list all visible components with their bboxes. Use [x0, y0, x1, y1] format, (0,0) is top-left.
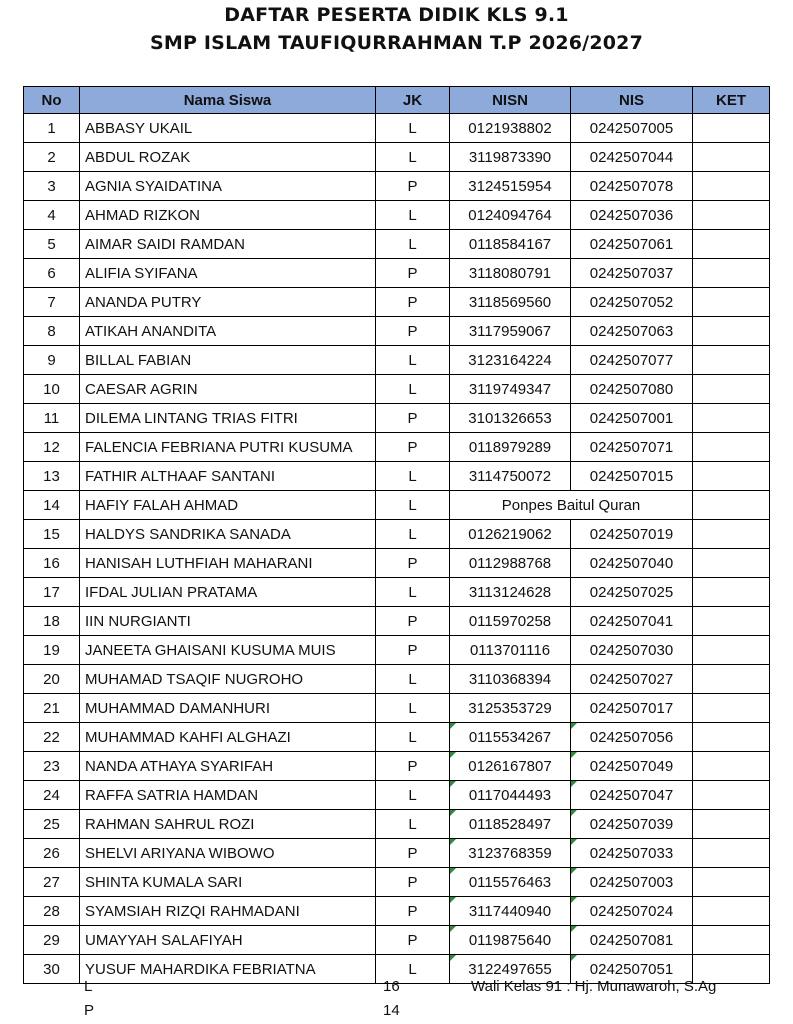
ket [693, 114, 770, 143]
nisn: 0119875640 [450, 926, 571, 955]
nisn: 0115576463 [450, 868, 571, 897]
ket [693, 607, 770, 636]
nisn: 0118584167 [450, 230, 571, 259]
nis: 0242507017 [571, 694, 693, 723]
nis: 0242507024 [571, 897, 693, 926]
row-no: 14 [24, 491, 80, 520]
header-ket: KET [693, 87, 770, 114]
nis: 0242507033 [571, 839, 693, 868]
row-no: 29 [24, 926, 80, 955]
gender: P [376, 752, 450, 781]
table-row [24, 462, 770, 491]
row-no: 5 [24, 230, 80, 259]
student-name: YUSUF MAHARDIKA FEBRIATNA [80, 955, 376, 984]
nis: 0242507044 [571, 143, 693, 172]
summary-l-count: 16 [383, 978, 400, 995]
nisn: 3123164224 [450, 346, 571, 375]
header-no: No [24, 87, 80, 114]
row-no: 19 [24, 636, 80, 665]
summary-p-count: 14 [383, 1002, 400, 1019]
nisn: 3114750072 [450, 462, 571, 491]
table-row [24, 868, 770, 897]
student-name: FATHIR ALTHAAF SANTANI [80, 462, 376, 491]
gender: L [376, 491, 450, 520]
student-name: AGNIA SYAIDATINA [80, 172, 376, 201]
student-name: UMAYYAH SALAFIYAH [80, 926, 376, 955]
nis: 0242507071 [571, 433, 693, 462]
student-name: FALENCIA FEBRIANA PUTRI KUSUMA [80, 433, 376, 462]
ket [693, 897, 770, 926]
gender: L [376, 201, 450, 230]
row-no: 15 [24, 520, 80, 549]
gender: L [376, 781, 450, 810]
summary-p-label: P [84, 1002, 95, 1019]
row-no: 13 [24, 462, 80, 491]
gender: L [376, 955, 450, 984]
row-no: 3 [24, 172, 80, 201]
student-name: HALDYS SANDRIKA SANADA [80, 520, 376, 549]
row-no: 4 [24, 201, 80, 230]
table-row [24, 897, 770, 926]
nis: 0242507056 [571, 723, 693, 752]
nisn: 0124094764 [450, 201, 571, 230]
table-row [24, 665, 770, 694]
student-name: SYAMSIAH RIZQI RAHMADANI [80, 897, 376, 926]
row-no: 8 [24, 317, 80, 346]
nisn: 3101326653 [450, 404, 571, 433]
row-no: 2 [24, 143, 80, 172]
row-no: 10 [24, 375, 80, 404]
gender: L [376, 230, 450, 259]
student-name: RAFFA SATRIA HAMDAN [80, 781, 376, 810]
ket [693, 665, 770, 694]
row-no: 21 [24, 694, 80, 723]
ket [693, 433, 770, 462]
student-name: BILLAL FABIAN [80, 346, 376, 375]
row-no: 22 [24, 723, 80, 752]
gender: L [376, 723, 450, 752]
table-row [24, 636, 770, 665]
nis: 0242507061 [571, 230, 693, 259]
document-subtitle: SMP ISLAM TAUFIQURRAHMAN T.P 2026/2027 [149, 32, 643, 54]
gender: P [376, 259, 450, 288]
summary-l-label: L [84, 978, 93, 995]
gender: L [376, 375, 450, 404]
gender: P [376, 288, 450, 317]
gender: L [376, 694, 450, 723]
ket [693, 404, 770, 433]
gender: L [376, 520, 450, 549]
nis: 0242507051 [571, 955, 693, 984]
nis: 0242507037 [571, 259, 693, 288]
student-name: HAFIY FALAH AHMAD [80, 491, 376, 520]
student-name: AHMAD RIZKON [80, 201, 376, 230]
nis: 0242507005 [571, 114, 693, 143]
nisn: 0113701116 [450, 636, 571, 665]
nisn: 3124515954 [450, 172, 571, 201]
nisn: 0118979289 [450, 433, 571, 462]
student-name: ABDUL ROZAK [80, 143, 376, 172]
gender: P [376, 839, 450, 868]
student-name: SHINTA KUMALA SARI [80, 868, 376, 897]
ket [693, 346, 770, 375]
student-name: MUHAMMAD DAMANHURI [80, 694, 376, 723]
ket [693, 781, 770, 810]
nis: 0242507019 [571, 520, 693, 549]
row-no: 28 [24, 897, 80, 926]
ket [693, 752, 770, 781]
gender: P [376, 549, 450, 578]
ket [693, 520, 770, 549]
nis: 0242507049 [571, 752, 693, 781]
table-row [24, 375, 770, 404]
nis: 0242507077 [571, 346, 693, 375]
gender: P [376, 172, 450, 201]
table-row [24, 723, 770, 752]
nisn: 3119873390 [450, 143, 571, 172]
table-row [24, 346, 770, 375]
table-row [24, 578, 770, 607]
ket [693, 810, 770, 839]
student-name: SHELVI ARIYANA WIBOWO [80, 839, 376, 868]
table-row [24, 230, 770, 259]
ket [693, 317, 770, 346]
table-row [24, 491, 770, 520]
nisn: 3110368394 [450, 665, 571, 694]
student-name: DILEMA LINTANG TRIAS FITRI [80, 404, 376, 433]
nis: 0242507041 [571, 607, 693, 636]
row-no: 1 [24, 114, 80, 143]
nis: 0242507036 [571, 201, 693, 230]
header-nisn: NISN [450, 87, 571, 114]
table-row [24, 781, 770, 810]
student-name: JANEETA GHAISANI KUSUMA MUIS [80, 636, 376, 665]
homeroom-teacher: Wali Kelas 91 : Hj. Munawaroh, S.Ag [471, 978, 717, 995]
gender: P [376, 404, 450, 433]
row-no: 27 [24, 868, 80, 897]
nis: 0242507078 [571, 172, 693, 201]
student-name: IFDAL JULIAN PRATAMA [80, 578, 376, 607]
nisn: 0126167807 [450, 752, 571, 781]
gender: L [376, 810, 450, 839]
nisn: 3113124628 [450, 578, 571, 607]
gender: P [376, 433, 450, 462]
gender: P [376, 868, 450, 897]
gender: L [376, 143, 450, 172]
nis: 0242507080 [571, 375, 693, 404]
document-title: DAFTAR PESERTA DIDIK KLS 9.1 [224, 4, 569, 26]
ket [693, 462, 770, 491]
table-row [24, 143, 770, 172]
nisn: 3119749347 [450, 375, 571, 404]
row-no: 6 [24, 259, 80, 288]
ket [693, 839, 770, 868]
row-no: 20 [24, 665, 80, 694]
table-row [24, 172, 770, 201]
table-row [24, 810, 770, 839]
table-row [24, 288, 770, 317]
ket [693, 143, 770, 172]
gender: P [376, 317, 450, 346]
nisn: 0126219062 [450, 520, 571, 549]
table-row [24, 201, 770, 230]
nis: 0242507030 [571, 636, 693, 665]
header-jk: JK [376, 87, 450, 114]
nisn: 0121938802 [450, 114, 571, 143]
nisn: 0118528497 [450, 810, 571, 839]
table-header-row [24, 87, 770, 114]
table-row [24, 926, 770, 955]
gender: P [376, 607, 450, 636]
table-row [24, 607, 770, 636]
gender: P [376, 897, 450, 926]
row-no: 18 [24, 607, 80, 636]
gender: L [376, 346, 450, 375]
row-no: 7 [24, 288, 80, 317]
row-no: 26 [24, 839, 80, 868]
table-row [24, 520, 770, 549]
nisn: 0115534267 [450, 723, 571, 752]
nisn: 3125353729 [450, 694, 571, 723]
nisn: 3118569560 [450, 288, 571, 317]
student-name: CAESAR AGRIN [80, 375, 376, 404]
row-no: 23 [24, 752, 80, 781]
ket [693, 868, 770, 897]
student-name: RAHMAN SAHRUL ROZI [80, 810, 376, 839]
nisn: 3122497655 [450, 955, 571, 984]
gender: L [376, 114, 450, 143]
ket [693, 578, 770, 607]
row-no: 16 [24, 549, 80, 578]
ket [693, 201, 770, 230]
ket [693, 723, 770, 752]
table-row [24, 114, 770, 143]
table-row [24, 259, 770, 288]
header-nama-siswa: Nama Siswa [80, 87, 376, 114]
ket [693, 172, 770, 201]
student-name: NANDA ATHAYA SYARIFAH [80, 752, 376, 781]
gender: L [376, 665, 450, 694]
nisn: 0115970258 [450, 607, 571, 636]
nisn: 3117959067 [450, 317, 571, 346]
ket [693, 375, 770, 404]
nis: 0242507003 [571, 868, 693, 897]
table-row [24, 549, 770, 578]
table-row [24, 404, 770, 433]
nis: 0242507052 [571, 288, 693, 317]
ket [693, 636, 770, 665]
row-no: 30 [24, 955, 80, 984]
student-name: ABBASY UKAIL [80, 114, 376, 143]
nis: 0242507063 [571, 317, 693, 346]
nisn: 3118080791 [450, 259, 571, 288]
nisn: 3123768359 [450, 839, 571, 868]
gender: P [376, 926, 450, 955]
row-no: 11 [24, 404, 80, 433]
student-name: IIN NURGIANTI [80, 607, 376, 636]
student-name: ALIFIA SYIFANA [80, 259, 376, 288]
student-name: ANANDA PUTRY [80, 288, 376, 317]
ket [693, 549, 770, 578]
nisn: 0112988768 [450, 549, 571, 578]
gender: L [376, 578, 450, 607]
gender: P [376, 636, 450, 665]
row-no: 24 [24, 781, 80, 810]
ket [693, 491, 770, 520]
ket [693, 230, 770, 259]
row-no: 9 [24, 346, 80, 375]
table-row [24, 317, 770, 346]
nisn: 3117440940 [450, 897, 571, 926]
nisn-nis-note: Ponpes Baitul Quran [450, 491, 693, 520]
student-name: MUHAMAD TSAQIF NUGROHO [80, 665, 376, 694]
student-name: ATIKAH ANANDITA [80, 317, 376, 346]
student-table [23, 86, 770, 984]
row-no: 12 [24, 433, 80, 462]
student-name: MUHAMMAD KAHFI ALGHAZI [80, 723, 376, 752]
table-row [24, 433, 770, 462]
row-no: 25 [24, 810, 80, 839]
ket [693, 926, 770, 955]
ket [693, 694, 770, 723]
nis: 0242507040 [571, 549, 693, 578]
nis: 0242507039 [571, 810, 693, 839]
ket [693, 288, 770, 317]
row-no: 17 [24, 578, 80, 607]
nis: 0242507001 [571, 404, 693, 433]
nis: 0242507015 [571, 462, 693, 491]
nis: 0242507025 [571, 578, 693, 607]
student-name: HANISAH LUTHFIAH MAHARANI [80, 549, 376, 578]
table-row [24, 839, 770, 868]
table-row [24, 694, 770, 723]
nis: 0242507047 [571, 781, 693, 810]
nisn: 0117044493 [450, 781, 571, 810]
student-name: AIMAR SAIDI RAMDAN [80, 230, 376, 259]
ket [693, 259, 770, 288]
gender: L [376, 462, 450, 491]
nis: 0242507081 [571, 926, 693, 955]
nis: 0242507027 [571, 665, 693, 694]
table-row [24, 752, 770, 781]
header-nis: NIS [571, 87, 693, 114]
